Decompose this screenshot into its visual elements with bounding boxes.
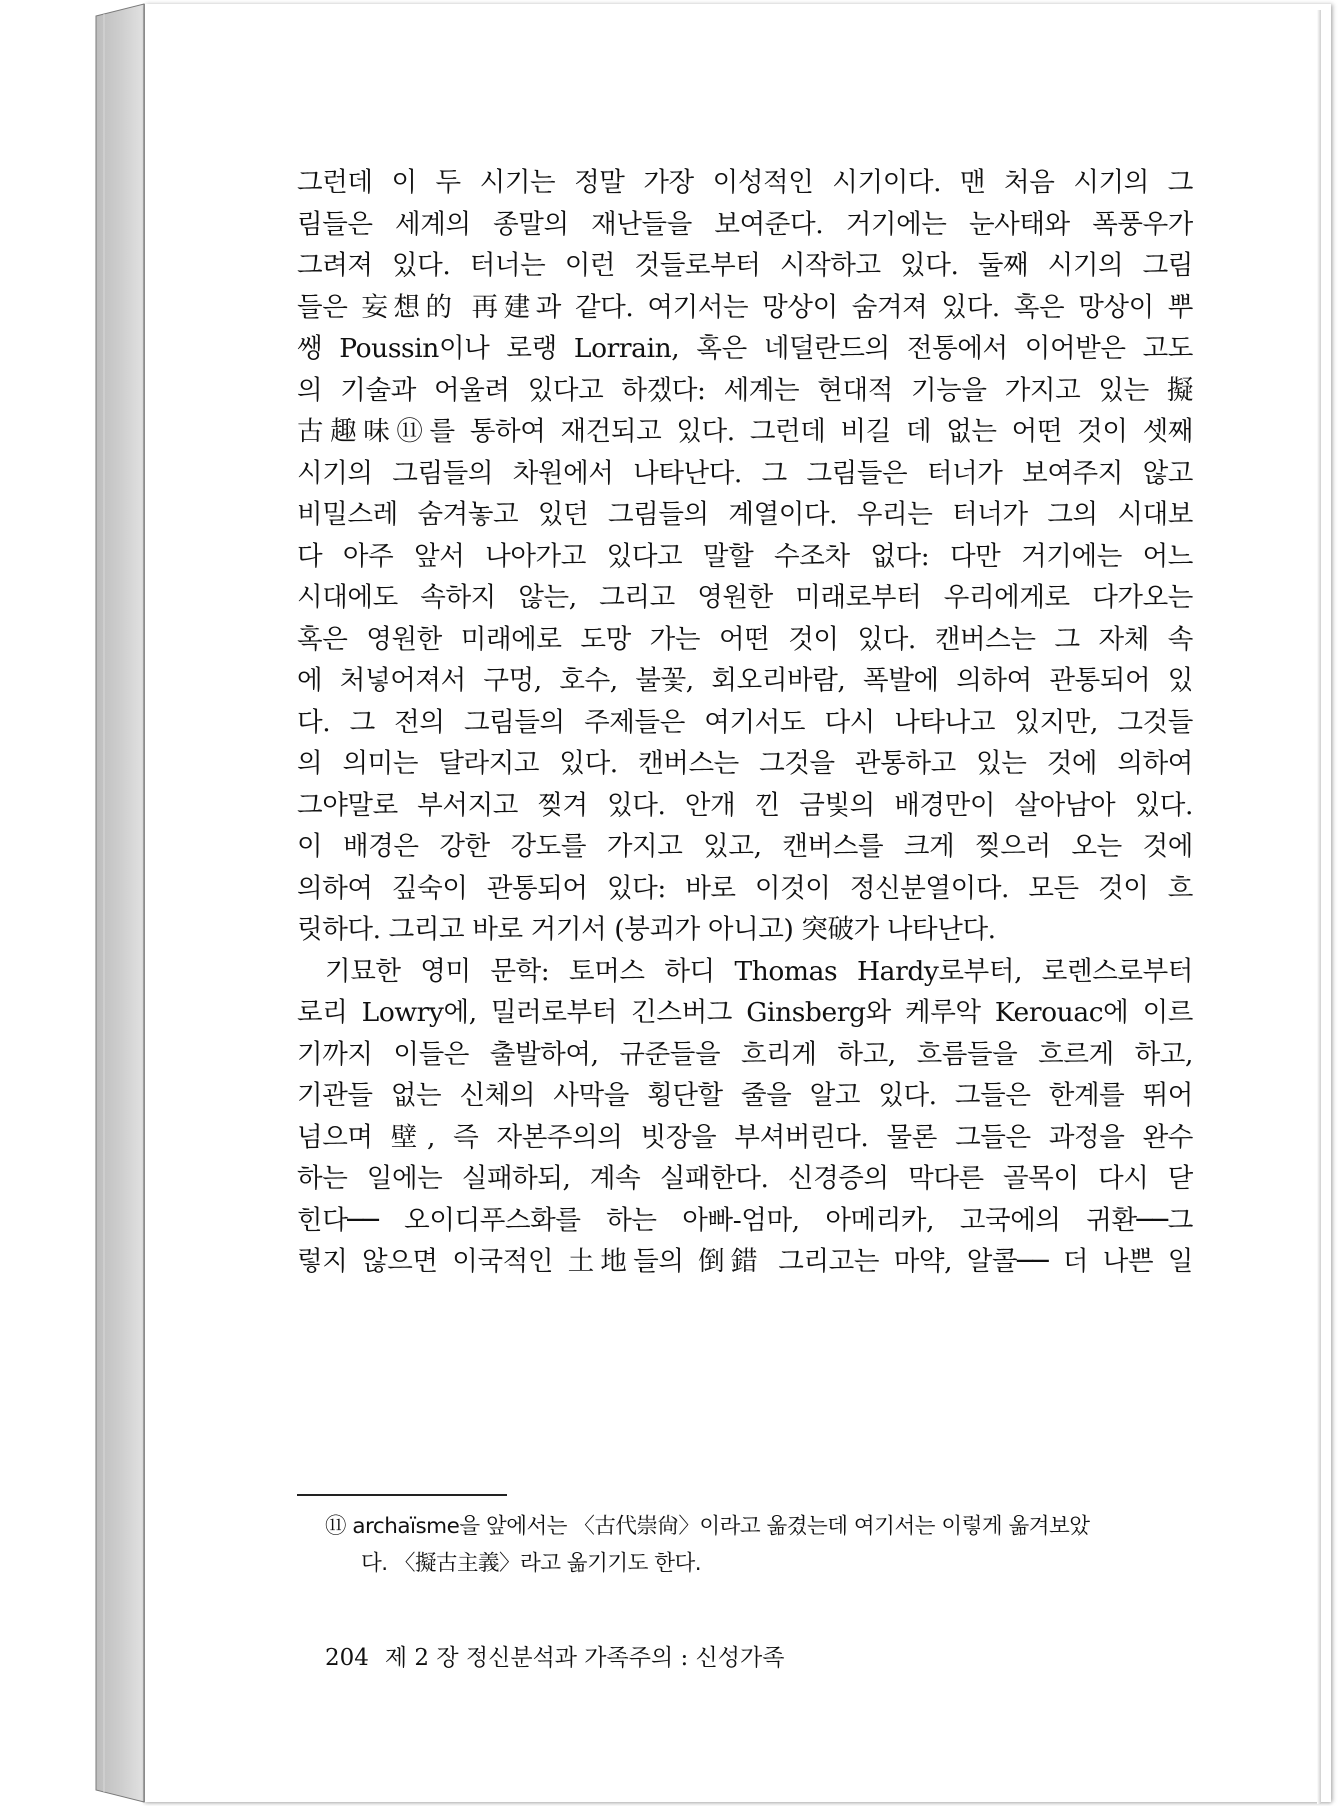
text-line-last: 릿하다. 그리고 바로 거기서 (붕괴가 아니고) 突破가 나타난다. [297, 914, 996, 945]
footnote-separator [297, 1494, 507, 1496]
paragraph-first-line: 기묘한 영미 문학: 토머스 하디 Thomas Hardy로부터, 로렌스로부터 [325, 955, 1193, 987]
text-line: 렇지 않으면 이국적인 土地들의 倒錯 그리고는 마약, 알콜── 더 나쁜 일 [297, 1246, 1193, 1277]
footnote-line: 다. 〈擬古主義〉라고 옮기기도 한다. [361, 1551, 702, 1576]
text-line: 의 의미는 달라지고 있다. 캔버스는 그것을 관통하고 있는 것에 의하여 [297, 748, 1193, 779]
text-line: 의하여 깊숙이 관통되어 있다: 바로 이것이 정신분열이다. 모든 것이 흐 [297, 872, 1193, 904]
text-line: 시기의 그림들의 차원에서 나타난다. 그 그림들은 터너가 보여주지 않고 [297, 457, 1193, 489]
text-line: 의 기술과 어울려 있다고 하겠다: 세계는 현대적 기능을 가지고 있는 擬 [297, 374, 1193, 406]
footnote-line: ⑪ archaïsme을 앞에서는 〈古代崇尙〉이라고 옮겼는데 여기서는 이렇게 옮겨보았 [325, 1514, 1090, 1539]
main-text-block [297, 162, 1193, 1283]
text-line: 하는 일에는 실패하되, 계속 실패한다. 신경증의 막다른 골목이 다시 닫 [297, 1163, 1193, 1194]
text-line: 비밀스레 숨겨놓고 있던 그림들의 계열이다. 우리는 터너가 그의 시대보 [297, 499, 1193, 530]
text-line: 기관들 없는 신체의 사막을 횡단할 줄을 알고 있다. 그들은 한계를 뛰어 [297, 1080, 1193, 1111]
text-line: 古趣味⑪를 통하여 재건되고 있다. 그런데 비길 데 없는 어떤 것이 셋째 [297, 416, 1193, 447]
text-line: 다. 그 전의 그림들의 주제들은 여기서도 다시 나타나고 있지만, 그것들 [297, 706, 1193, 738]
page-footer [325, 1638, 925, 1678]
text-line: 쌩 Poussin이나 로랭 Lorrain, 혹은 네덜란드의 전통에서 이어받은 고도 [297, 333, 1193, 364]
text-line: 힌다── 오이디푸스화를 하는 아빠-엄마, 아메리카, 고국에의 귀환──그 [297, 1204, 1193, 1236]
page-number: 204 [325, 1645, 369, 1671]
text-line: 림들은 세계의 종말의 재난들을 보여준다. 거기에는 눈사태와 폭풍우가 [297, 208, 1193, 240]
text-line: 그런데 이 두 시기는 정말 가장 이성적인 시기이다. 맨 처음 시기의 그 [297, 167, 1193, 198]
text-line: 시대에도 속하지 않는, 그리고 영원한 미래로부터 우리에게로 다가오는 [297, 582, 1193, 613]
footnote [325, 1508, 1195, 1582]
text-line: 혹은 영원한 미래에로 도망 가는 어떤 것이 있다. 캔버스는 그 자체 속 [297, 623, 1193, 655]
text-line: 이 배경은 강한 강도를 가지고 있고, 캔버스를 크게 찢으러 오는 것에 [297, 831, 1193, 862]
text-line: 들은 妄想的 再建과 같다. 여기서는 망상이 숨겨져 있다. 혹은 망상이 뿌 [297, 291, 1193, 323]
text-line: 그야말로 부서지고 찢겨 있다. 안개 낀 금빛의 배경만이 살아남아 있다. [297, 789, 1193, 821]
running-head: 제 2 장 정신분석과 가족주의 : 신성가족 [384, 1645, 785, 1671]
text-line: 기까지 이들은 출발하여, 규준들을 흐리게 하고, 흐름들을 흐르게 하고, [297, 1038, 1193, 1070]
text-line: 그려져 있다. 터너는 이런 것들로부터 시작하고 있다. 둘째 시기의 그림 [297, 250, 1193, 281]
text-line: 로리 Lowry에, 밀러로부터 긴스버그 Ginsberg와 케루악 Kerouac에 이르 [297, 997, 1193, 1028]
text-line: 에 처넣어져서 구멍, 호수, 불꽃, 회오리바람, 폭발에 의하여 관통되어 있 [297, 665, 1193, 696]
page-edge-shadow [1317, 10, 1321, 1804]
text-line: 다 아주 앞서 나아가고 있다고 말할 수조차 없다: 다만 거기에는 어느 [297, 540, 1193, 572]
text-line: 넘으며 壁, 즉 자본주의의 빗장을 부셔버린다. 물론 그들은 과정을 완수 [297, 1121, 1193, 1153]
